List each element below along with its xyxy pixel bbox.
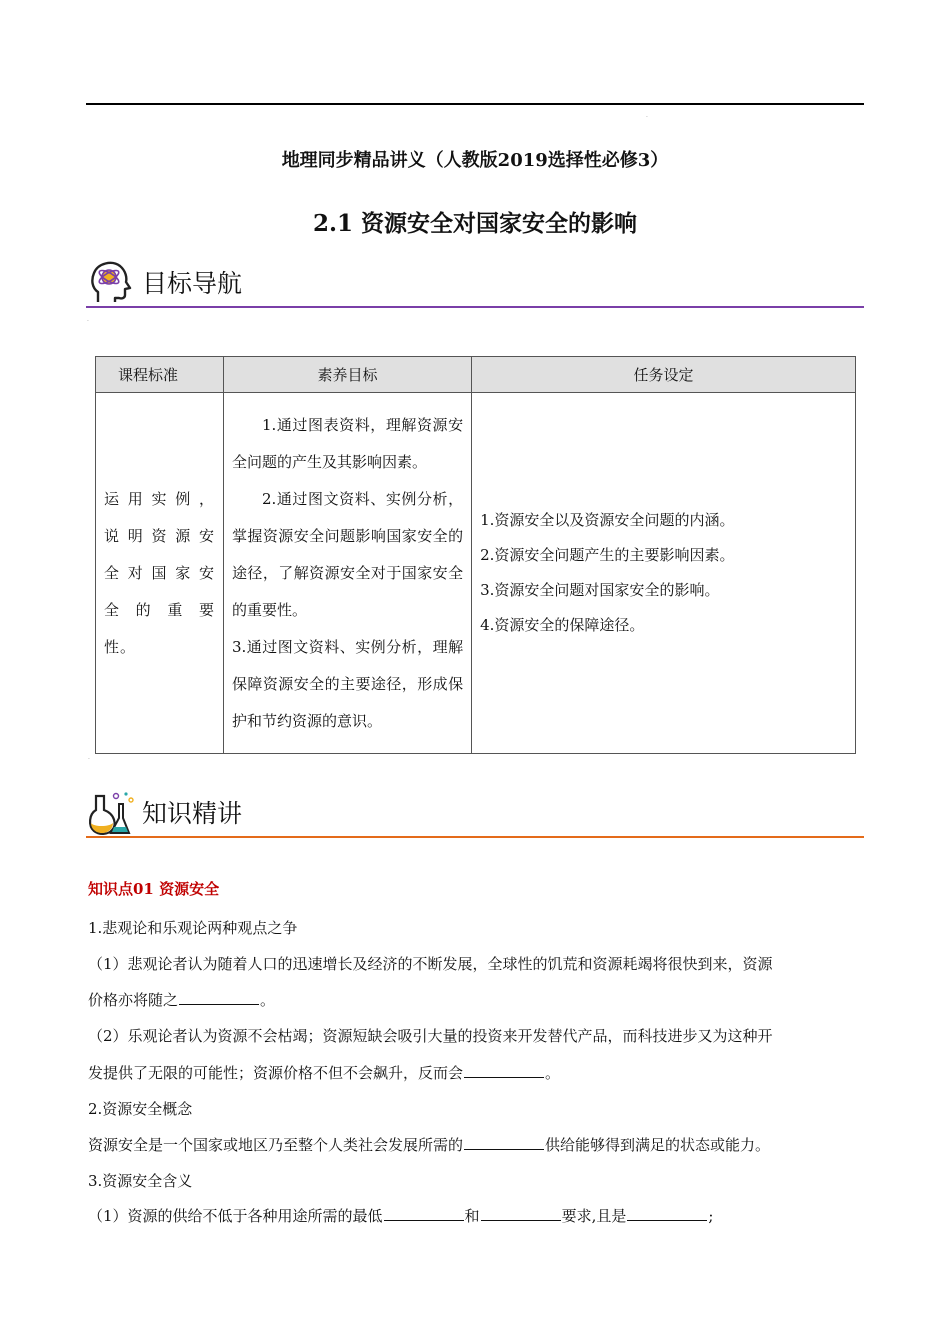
task-item: 3.资源安全问题对国家安全的影响。 [480, 581, 720, 599]
paragraph-meaning-1: （1）资源的供给不低于各种用途所需的最低 和 要求,且是 ; [88, 1207, 714, 1225]
fill-blank[interactable] [627, 1206, 707, 1221]
task-item: 1.资源安全以及资源安全问题的内涵。 [480, 511, 735, 529]
marker-dot: · [646, 114, 648, 121]
fill-blank[interactable] [464, 1135, 544, 1150]
head-brain-icon [88, 258, 134, 306]
marker-dot: · [87, 318, 89, 325]
section-rule-goals [86, 306, 864, 308]
flask-icon [86, 790, 136, 838]
goals-table [95, 356, 856, 754]
fill-blank[interactable] [179, 990, 259, 1005]
heading-viewpoints: 1.悲观论和乐观论两种观点之争 [88, 919, 298, 937]
paragraph-pessimist-line1: （1）悲观论者认为随着人口的迅速增长及经济的不断发展，全球性的饥荒和资源耗竭将很快到来，资源 [88, 955, 773, 973]
table-header-row [96, 357, 856, 393]
task-setting-cell [472, 393, 856, 754]
section-rule-knowledge [86, 836, 864, 838]
paragraph-optimist-line1: （2）乐观论者认为资源不会枯竭；资源短缺会吸引大量的投资来开发替代产品，而科技进步又为这种开 [88, 1027, 773, 1045]
header-course-standard: 课程标准 [96, 357, 224, 393]
heading-concept: 2.资源安全概念 [88, 1100, 193, 1118]
knowledge-point-title: 知识点01 资源安全 [88, 880, 220, 898]
lesson-title: 2.1 资源安全对国家安全的影响 [312, 210, 638, 237]
fill-blank[interactable] [464, 1063, 544, 1078]
header-literacy-goals: 素养目标 [223, 357, 471, 393]
literacy-goals-cell [223, 393, 471, 754]
course-standard-cell: 运用实例， 说明资源安 全对国家安 全的重要 性。 [96, 393, 224, 754]
section-label-goals: 目标导航 [142, 269, 243, 298]
section-label-knowledge: 知识精讲 [142, 799, 243, 828]
header-rule [86, 103, 864, 105]
document-title: 地理同步精品讲义（人教版2019选择性必修3） [281, 150, 669, 171]
literacy-goal-item: 3.通过图文资料、实例分析，理解保障资源安全的主要途径，形成保护和节约资源的意识。 [231, 637, 464, 730]
section-header-goals [86, 258, 864, 310]
heading-meaning: 3.资源安全含义 [88, 1172, 193, 1190]
literacy-goal-item: 2.通过图文资料、实例分析，掌握资源安全问题影响国家安全的途径，了解资源安全对于国家安全的重要性。 [231, 489, 464, 619]
paragraph-concept: 资源安全是一个国家或地区乃至整个人类社会发展所需的 供给能够得到满足的状态或能力。 [88, 1136, 771, 1154]
task-item: 4.资源安全的保障途径。 [480, 616, 645, 634]
task-item: 2.资源安全问题产生的主要影响因素。 [480, 546, 735, 564]
paragraph-optimist-line2: 发提供了无限的可能性；资源价格不但不会飙升，反而会 。 [88, 1064, 561, 1082]
header-task-setting: 任务设定 [472, 357, 856, 393]
table-row [96, 393, 856, 754]
marker-dot: · [88, 756, 90, 763]
literacy-goal-item: 1.通过图表资料，理解资源安全问题的产生及其影响因素。 [231, 415, 464, 471]
paragraph-pessimist-line2: 价格亦将随之 。 [88, 991, 276, 1009]
fill-blank[interactable] [481, 1206, 561, 1221]
fill-blank[interactable] [384, 1206, 464, 1221]
section-header-knowledge [86, 790, 864, 842]
